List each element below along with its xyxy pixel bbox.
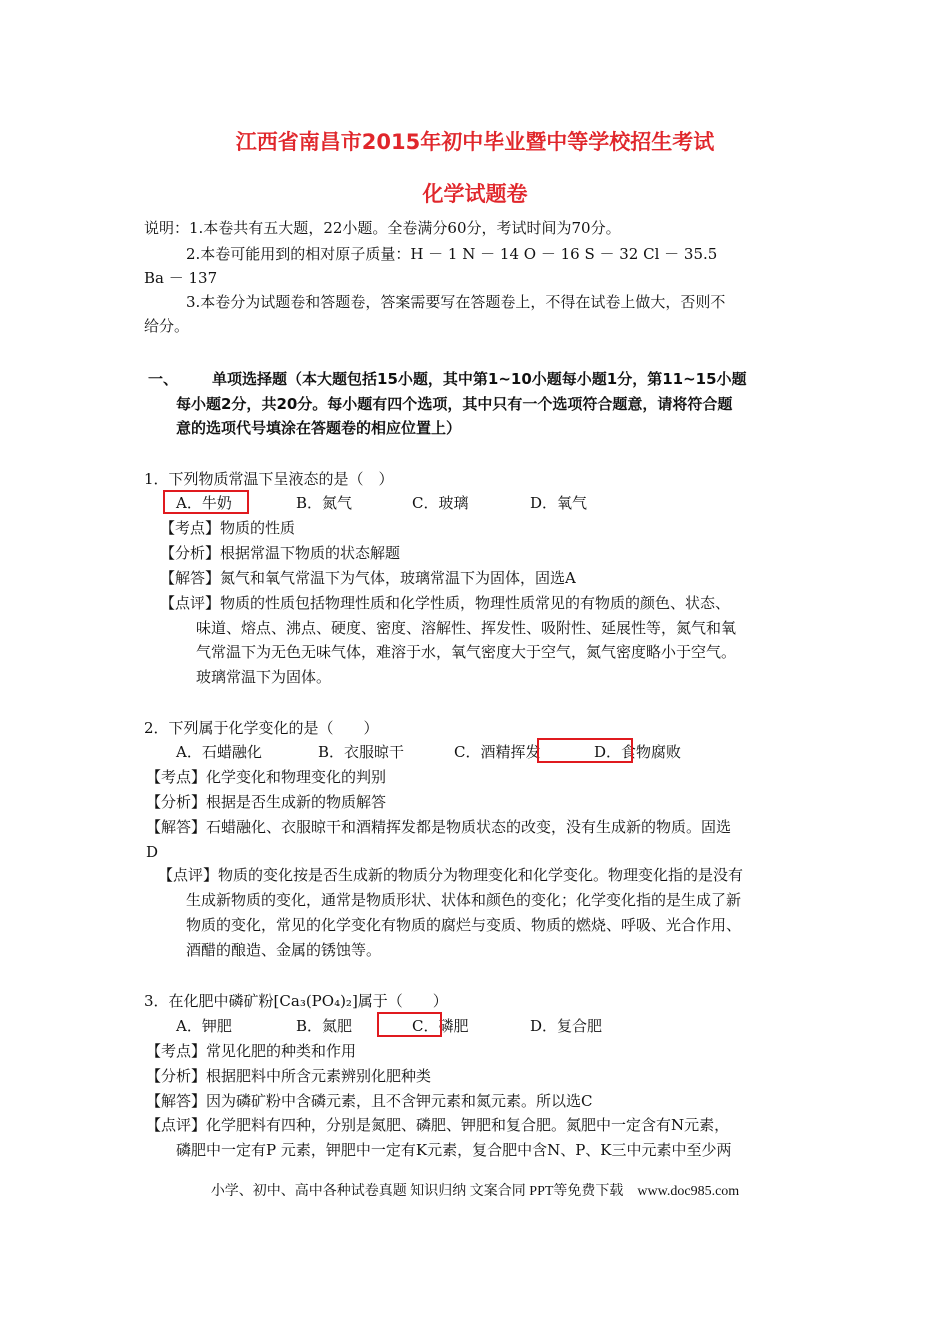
q2-dianping-3: 物质的变化，常见的化学变化有物质的腐烂与变质、物质的燃烧、呼吸、光合作用、 [186, 916, 742, 934]
page-subtitle: 化学试题卷 [422, 182, 528, 206]
section-number: 一、 [148, 370, 179, 388]
q1-dianping-4: 玻璃常温下为固体。 [196, 668, 332, 686]
q2-jieda-cont: D [146, 843, 159, 861]
note-line-4: 3.本卷分为试题卷和答题卷，答案需要写在答题卷上，不得在试卷上做大，否则不 [186, 293, 726, 311]
page-footer: 小学、初中、高中各种试卷真题 知识归纳 文案合同 PPT等免费下载 www.doc985.com [210, 1184, 740, 1199]
q2-answer-highlight-box [537, 738, 633, 763]
note-line-2: 2.本卷可能用到的相对原子质量：H － 1 N － 14 O － 16 S － 32 Cl － 35.5 [186, 245, 718, 263]
q2-stem: 2．下列属于化学变化的是（ ） [144, 719, 379, 737]
q2-dianping-2: 生成新物质的变化，通常是物质形状、状体和颜色的变化；化学变化指的是生成了新 [186, 891, 742, 909]
q3-option-a: A．钾肥 [176, 1017, 232, 1035]
q1-option-c: C．玻璃 [412, 494, 469, 512]
q3-answer-highlight-box [377, 1012, 442, 1037]
q1-answer-highlight-box [163, 490, 249, 514]
q3-option-c: C．磷肥 [412, 1017, 469, 1035]
q2-jieda: 【解答】石蜡融化、衣服晾干和酒精挥发都是物质状态的改变，没有生成新的物质。固选 [146, 818, 732, 836]
q3-dianping-1: 【点评】化学肥料有四种，分别是氮肥、磷肥、钾肥和复合肥。氮肥中一定含有N元素， [146, 1116, 730, 1134]
page-title: 江西省南昌市2015年初中毕业暨中等学校招生考试 [235, 130, 715, 154]
q1-kaodian: 【考点】物质的性质 [160, 519, 296, 537]
q3-dianping-2: 磷肥中一定有P 元素，钾肥中一定有K元素，复合肥中含N、P、K三中元素中至少两 [176, 1141, 732, 1159]
section-line-1: 单项选择题（本大题包括15小题，其中第1~10小题每小题1分，第11~15小题 [212, 370, 747, 388]
q3-option-d: D．复合肥 [530, 1017, 603, 1035]
q2-option-d: D．食物腐败 [594, 743, 682, 761]
q1-jieda: 【解答】氮气和氧气常温下为气体，玻璃常温下为固体，固选A [160, 569, 576, 587]
q1-option-b: B．氮气 [296, 494, 353, 512]
q2-fenxi: 【分析】根据是否生成新的物质解答 [146, 793, 387, 811]
q1-dianping-3: 气常温下为无色无味气体，难溶于水，氧气密度大于空气，氮气密度略小于空气。 [196, 643, 737, 661]
note-line-3: Ba － 137 [144, 269, 218, 287]
q2-dianping-4: 酒醋的酿造、金属的锈蚀等。 [186, 941, 382, 959]
q2-kaodian: 【考点】化学变化和物理变化的判别 [146, 768, 387, 786]
section-line-3: 意的选项代号填涂在答题卷的相应位置上） [176, 419, 462, 437]
section-line-2: 每小题2分，共20分。每小题有四个选项，其中只有一个选项符合题意，请将符合题 [176, 395, 733, 413]
note-line-1: 说明：1.本卷共有五大题，22小题。全卷满分60分，考试时间为70分。 [144, 219, 621, 237]
q1-dianping-2: 味道、熔点、沸点、硬度、密度、溶解性、挥发性、吸附性、延展性等，氮气和氧 [196, 619, 737, 637]
q3-stem: 3．在化肥中磷矿粉[Ca₃(PO₄)₂]属于（ ） [144, 992, 448, 1010]
q1-fenxi: 【分析】根据常温下物质的状态解题 [160, 544, 401, 562]
q1-dianping-1: 【点评】物质的性质包括物理性质和化学性质，物理性质常见的有物质的颜色、状态、 [160, 594, 731, 612]
q2-option-a: A．石蜡融化 [176, 743, 262, 761]
note-line-5: 给分。 [144, 317, 190, 335]
q2-option-c: C．酒精挥发 [454, 743, 541, 761]
q1-stem: 1．下列物质常温下呈液态的是（ ） [144, 470, 394, 488]
q1-option-d: D．氧气 [530, 494, 588, 512]
q3-kaodian: 【考点】常见化肥的种类和作用 [146, 1042, 357, 1060]
q1-option-a: A．牛奶 [176, 494, 232, 512]
q3-option-b: B．氮肥 [296, 1017, 353, 1035]
q2-option-b: B．衣服晾干 [318, 743, 405, 761]
q3-fenxi: 【分析】根据肥料中所含元素辨别化肥种类 [146, 1067, 432, 1085]
q2-dianping-1: 【点评】物质的变化按是否生成新的物质分为物理变化和化学变化。物理变化指的是没有 [158, 866, 744, 884]
q3-jieda: 【解答】因为磷矿粉中含磷元素，且不含钾元素和氮元素。所以选C [146, 1092, 593, 1110]
